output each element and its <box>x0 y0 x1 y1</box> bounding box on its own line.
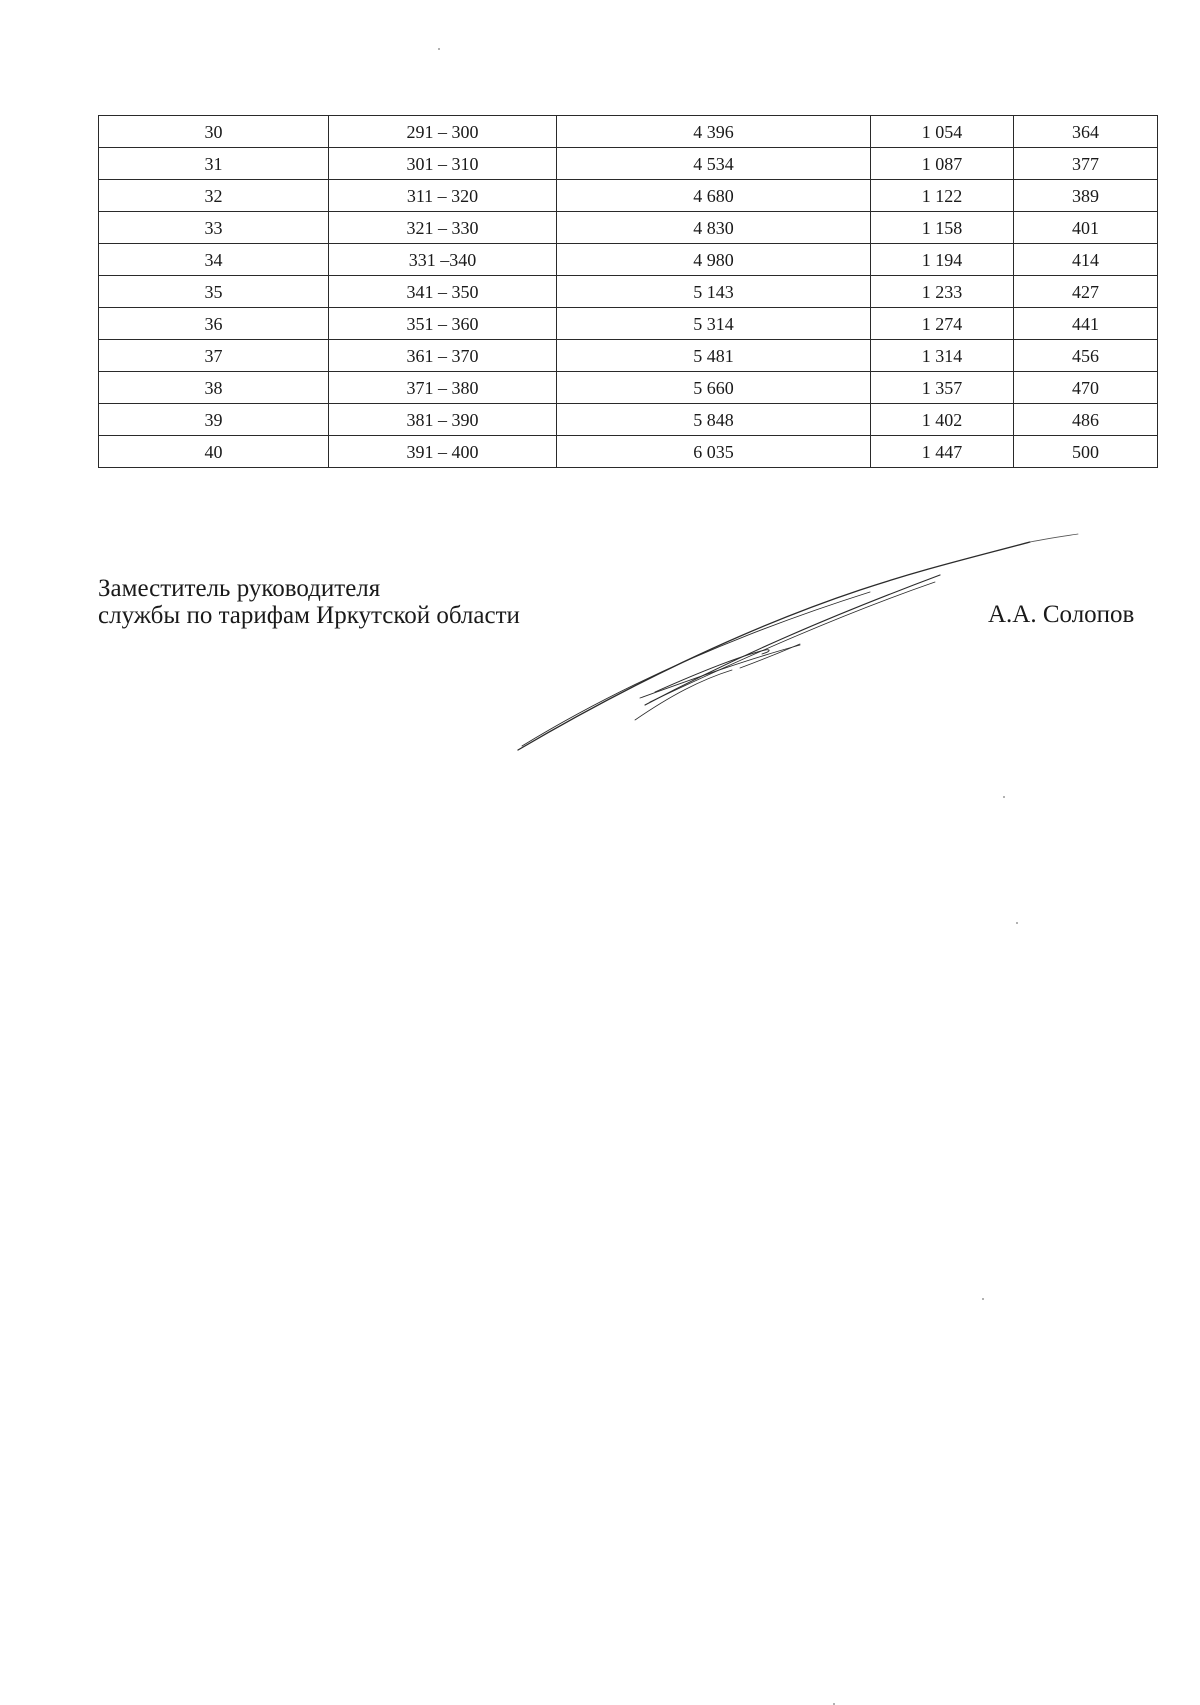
table-row <box>99 244 1158 276</box>
table-cell: 30 <box>99 116 329 148</box>
table-cell: 33 <box>99 212 329 244</box>
table-row <box>99 436 1158 468</box>
table-cell: 414 <box>1014 244 1158 276</box>
table-cell: 32 <box>99 180 329 212</box>
scan-speck <box>1016 922 1018 924</box>
table-row <box>99 308 1158 340</box>
table-cell: 331 –340 <box>329 244 557 276</box>
table-cell: 1 233 <box>871 276 1014 308</box>
table-cell: 34 <box>99 244 329 276</box>
table-cell: 1 158 <box>871 212 1014 244</box>
table-cell: 1 447 <box>871 436 1014 468</box>
table-cell: 6 035 <box>557 436 871 468</box>
table-cell: 1 402 <box>871 404 1014 436</box>
signatory-position-line-1: Заместитель руководителя <box>98 575 381 602</box>
table-cell: 381 – 390 <box>329 404 557 436</box>
handwritten-signature <box>500 520 1080 760</box>
table-row <box>99 276 1158 308</box>
table-cell: 364 <box>1014 116 1158 148</box>
table-cell: 470 <box>1014 372 1158 404</box>
tariff-table-body <box>99 116 1158 468</box>
table-cell: 371 – 380 <box>329 372 557 404</box>
table-cell: 38 <box>99 372 329 404</box>
table-row <box>99 180 1158 212</box>
table-cell: 39 <box>99 404 329 436</box>
table-cell: 35 <box>99 276 329 308</box>
table-row <box>99 212 1158 244</box>
table-cell: 5 481 <box>557 340 871 372</box>
table-cell: 1 314 <box>871 340 1014 372</box>
table-cell: 4 830 <box>557 212 871 244</box>
table-cell: 4 980 <box>557 244 871 276</box>
table-cell: 5 143 <box>557 276 871 308</box>
table-cell: 377 <box>1014 148 1158 180</box>
scan-speck <box>438 48 440 50</box>
table-cell: 427 <box>1014 276 1158 308</box>
signatory-name: А.А. Солопов <box>988 601 1135 628</box>
table-cell: 500 <box>1014 436 1158 468</box>
table-cell: 1 087 <box>871 148 1014 180</box>
table-cell: 291 – 300 <box>329 116 557 148</box>
table-cell: 4 534 <box>557 148 871 180</box>
table-cell: 4 680 <box>557 180 871 212</box>
table-cell: 311 – 320 <box>329 180 557 212</box>
table-row <box>99 148 1158 180</box>
table-cell: 1 357 <box>871 372 1014 404</box>
table-cell: 1 274 <box>871 308 1014 340</box>
table-cell: 401 <box>1014 212 1158 244</box>
scan-speck <box>1003 796 1005 798</box>
table-cell: 4 396 <box>557 116 871 148</box>
table-cell: 301 – 310 <box>329 148 557 180</box>
table-row <box>99 116 1158 148</box>
table-cell: 389 <box>1014 180 1158 212</box>
table-cell: 391 – 400 <box>329 436 557 468</box>
table-cell: 351 – 360 <box>329 308 557 340</box>
table-cell: 5 660 <box>557 372 871 404</box>
table-cell: 31 <box>99 148 329 180</box>
scan-speck <box>982 1298 984 1300</box>
table-cell: 5 848 <box>557 404 871 436</box>
table-cell: 1 122 <box>871 180 1014 212</box>
table-cell: 5 314 <box>557 308 871 340</box>
table-cell: 321 – 330 <box>329 212 557 244</box>
table-cell: 1 194 <box>871 244 1014 276</box>
table-cell: 36 <box>99 308 329 340</box>
table-cell: 441 <box>1014 308 1158 340</box>
table-cell: 40 <box>99 436 329 468</box>
signatory-position-line-2: службы по тарифам Иркутской области <box>98 602 520 629</box>
table-row <box>99 404 1158 436</box>
table-cell: 1 054 <box>871 116 1014 148</box>
signatory-position <box>98 575 520 629</box>
table-row <box>99 340 1158 372</box>
table-cell: 486 <box>1014 404 1158 436</box>
table-row <box>99 372 1158 404</box>
tariff-table <box>98 115 1158 468</box>
table-cell: 456 <box>1014 340 1158 372</box>
table-cell: 361 – 370 <box>329 340 557 372</box>
table-cell: 341 – 350 <box>329 276 557 308</box>
table-cell: 37 <box>99 340 329 372</box>
